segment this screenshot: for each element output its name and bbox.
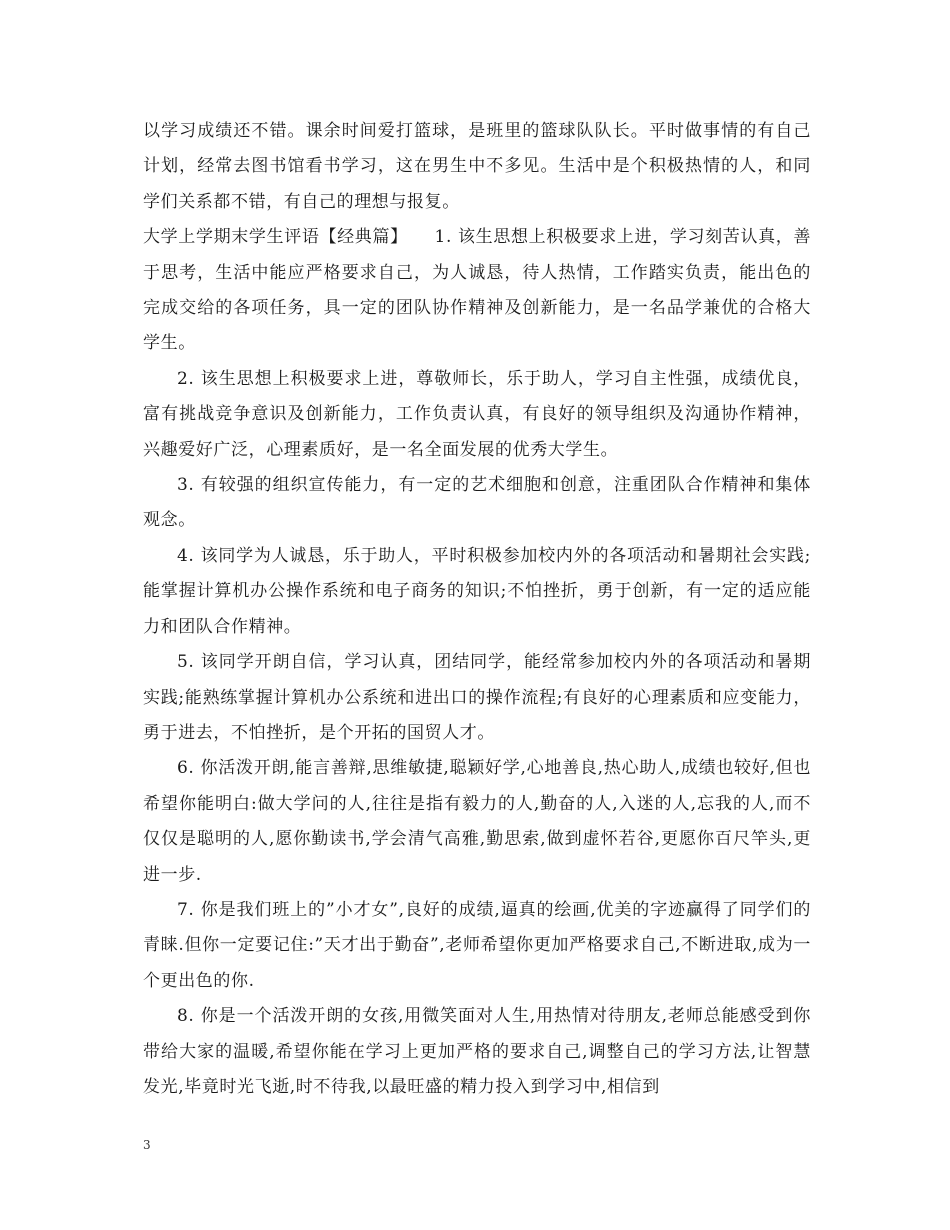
paragraph-item-6: 6. 你活泼开朗,能言善辩,思维敏捷,聪颖好学,心地善良,热心助人,成绩也较好,但也希望你能明白:做大学问的人,往往是指有毅力的人,勤奋的人,入迷的人,忘我的人,而不仅仅是聪明的人,愿你勤读书,学会清气高雅,勤思索,做到虚怀若谷,更愿你百尺竿头,更进一步.	[143, 758, 811, 885]
body-text	[143, 114, 811, 1105]
paragraph-item-4: 4. 该同学为人诚恳，乐于助人，平时积极参加校内外的各项活动和暑期社会实践;能掌握计算机办公操作系统和电子商务的知识;不怕挫折，勇于创新，有一定的适应能力和团队合作精神。	[143, 545, 811, 637]
paragraph-section-heading-item-1: 大学上学期末学生评语【经典篇】 1. 该生思想上积极要求上进，学习刻苦认真，善于思考，生活中能应严格要求自己，为人诚恳，待人热情，工作踏实负责，能出色的完成交给的各项任务，具一定的团队协作精神及创新能力，是一名品学兼优的合格大学生。	[143, 227, 811, 354]
paragraph-item-2: 2. 该生思想上积极要求上进，尊敬师长，乐于助人，学习自主性强，成绩优良，富有挑战竞争意识及创新能力，工作负责认真，有良好的领导组织及沟通协作精神，兴趣爱好广泛，心理素质好，是一名全面发展的优秀大学生。	[143, 368, 811, 460]
paragraph-item-7: 7. 你是我们班上的”小才女”,良好的成绩,逼真的绘画,优美的字迹赢得了同学们的青睐.但你一定要记住:”天才出于勤奋”,老师希望你更加严格要求自己,不断进取,成为一个更出色的你.	[143, 899, 811, 991]
paragraph-continuation: 以学习成绩还不错。课余时间爱打篮球，是班里的篮球队队长。平时做事情的有自己计划，经常去图书馆看书学习，这在男生中不多见。生活中是个积极热情的人，和同学们关系都不错，有自己的理想与报复。	[143, 121, 811, 212]
paragraph-item-5: 5. 该同学开朗自信，学习认真，团结同学，能经常参加校内外的各项活动和暑期实践;能熟练掌握计算机办公系统和进出口的操作流程;有良好的心理素质和应变能力，勇于进去，不怕挫折，是个开拓的国贸人才。	[143, 652, 811, 743]
paragraph-item-3: 3. 有较强的组织宣传能力，有一定的艺术细胞和创意，注重团队合作精神和集体观念。	[143, 475, 811, 531]
page-number: 3	[143, 1138, 151, 1152]
paragraph-item-8: 8. 你是一个活泼开朗的女孩,用微笑面对人生,用热情对待朋友,老师总能感受到你带给大家的温暖,希望你能在学习上更加严格的要求自己,调整自己的学习方法,让智慧发光,毕竟时光飞逝,时不待我,以最旺盛的精力投入到学习中,相信到	[143, 1006, 811, 1097]
